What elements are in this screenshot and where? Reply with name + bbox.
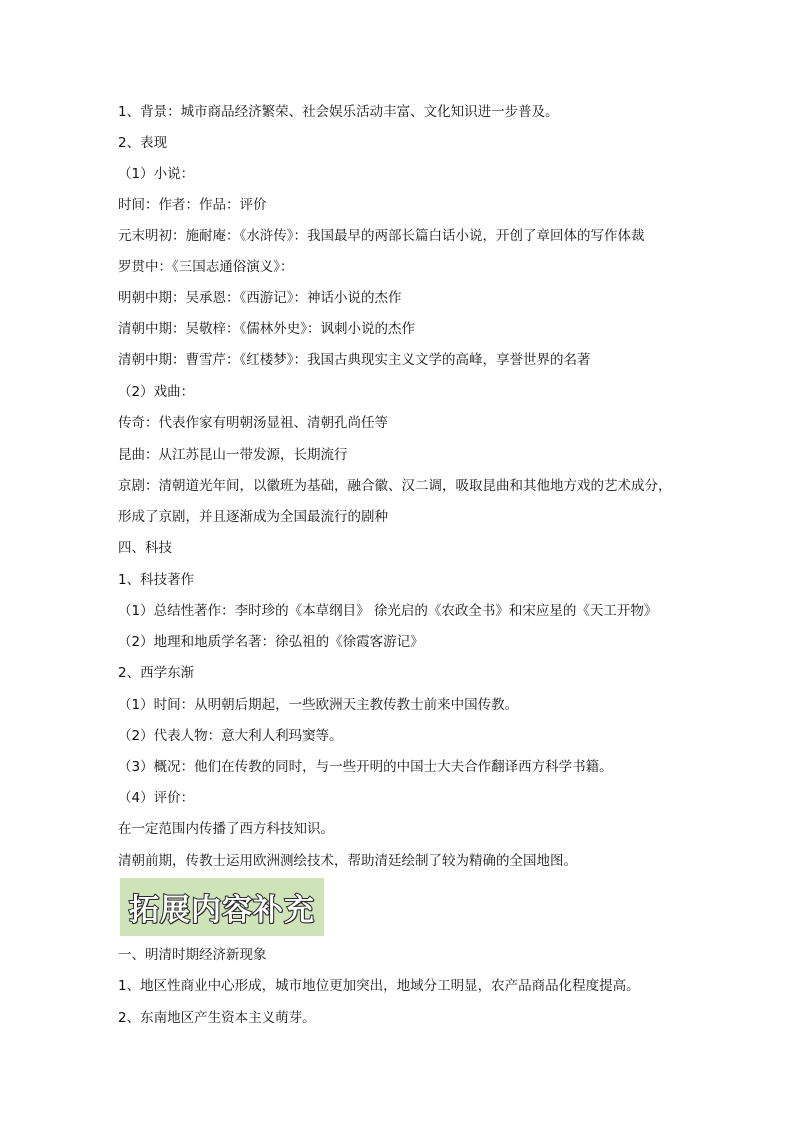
text-line-background: 1、背景：城市商品经济繁荣、社会娱乐活动丰富、文化知识进一步普及。 bbox=[118, 104, 559, 120]
text-line-novel-columns: 时间：作者：作品：评价 bbox=[118, 197, 267, 213]
text-line-economy-2: 2、东南地区产生资本主义萌芽。 bbox=[118, 1010, 316, 1026]
text-line-novel-shuihu: 元末明初：施耐庵：《水浒传》：我国最早的两部长篇白话小说，开创了章回体的写作体裁 bbox=[118, 228, 645, 244]
text-line-novel-xiyou: 明朝中期：吴承恩：《西游记》：神话小说的杰作 bbox=[118, 290, 402, 306]
supplement-banner bbox=[120, 878, 324, 936]
text-line-opera-jingju: 京剧：清朝道光年间，以徽班为基础，融合徽、汉二调，吸取昆曲和其他地方戏的艺术成分， bbox=[118, 478, 672, 494]
text-line-opera-jingju-cont: 形成了京剧，并且逐渐成为全国最流行的剧种 bbox=[118, 509, 388, 525]
text-line-novel-heading: （1）小说： bbox=[118, 166, 195, 182]
text-line-opera-heading: （2）戏曲： bbox=[118, 384, 195, 400]
text-line-evaluation-1: 在一定范围内传播了西方科技知识。 bbox=[118, 821, 334, 837]
text-line-tech-works: 1、科技著作 bbox=[118, 572, 195, 588]
text-line-economy-1: 1、地区性商业中心形成，城市地位更加突出，地域分工明显，农产品商品化程度提高。 bbox=[118, 978, 640, 994]
text-line-opera-chuanqi: 传奇：代表作家有明朝汤显祖、清朝孔尚任等 bbox=[118, 415, 388, 431]
text-line-opera-kunqu: 昆曲：从江苏昆山一带发源，长期流行 bbox=[118, 447, 348, 463]
text-line-western-learning: 2、西学东渐 bbox=[118, 665, 195, 681]
text-line-novel-rulin: 清朝中期：吴敬梓：《儒林外史》：讽刺小说的杰作 bbox=[118, 321, 415, 337]
text-line-economy-heading: 一、明清时期经济新现象 bbox=[118, 947, 267, 963]
text-line-section-tech: 四、科技 bbox=[118, 540, 172, 556]
text-line-western-time: （1）时间：从明朝后期起，一些欧洲天主教传教士前来中国传教。 bbox=[118, 697, 519, 713]
supplement-banner-title: 拓展内容补充 bbox=[129, 893, 315, 928]
text-line-evaluation-2: 清朝前期，传教士运用欧洲测绘技术，帮助清廷绘制了较为精确的全国地图。 bbox=[118, 853, 577, 869]
text-line-tech-geography: （2）地理和地质学名著：徐弘祖的《徐霞客游记》 bbox=[118, 634, 424, 650]
text-line-novel-honglou: 清朝中期：曹雪芹：《红楼梦》：我国古典现实主义文学的高峰，享誉世界的名著 bbox=[118, 352, 591, 368]
text-line-novel-sanguo: 罗贯中：《三国志通俗演义》： bbox=[118, 259, 294, 275]
text-line-heading-performance: 2、表现 bbox=[118, 135, 168, 151]
text-line-western-people: （2）代表人物：意大利人利玛窦等。 bbox=[118, 728, 343, 744]
text-line-tech-summary: （1）总结性著作：李时珍的《本草纲目》 徐光启的《农政全书》和宋应星的《天工开物》 bbox=[118, 603, 658, 619]
text-line-western-overview: （3）概况：他们在传教的同时，与一些开明的中国士大夫合作翻译西方科学书籍。 bbox=[118, 759, 613, 775]
text-line-western-evaluation: （4）评价： bbox=[118, 790, 195, 806]
